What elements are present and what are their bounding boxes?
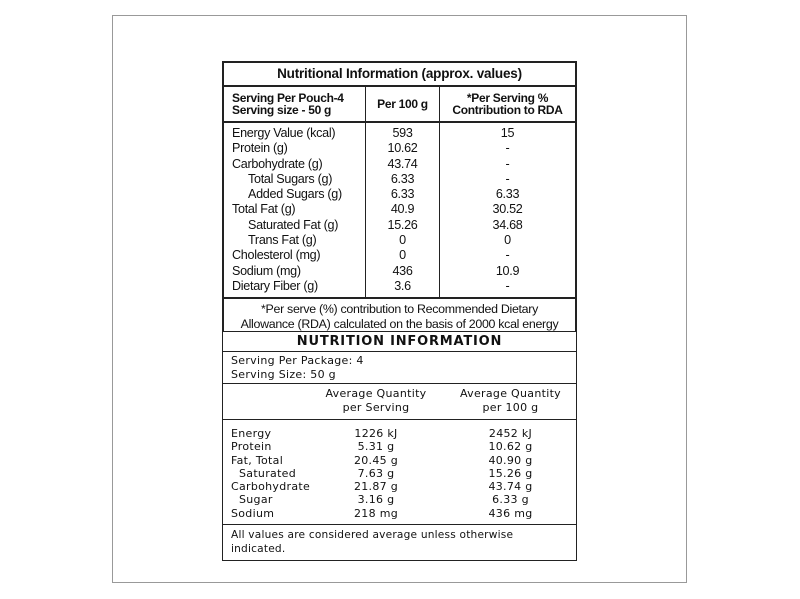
rda-value: 0 xyxy=(504,233,511,248)
per100-value: 10.62 g xyxy=(488,440,533,454)
nutrient-name: Sodium xyxy=(231,506,275,520)
rda-value: - xyxy=(505,248,510,263)
table-row xyxy=(223,507,576,520)
panel-column-headers xyxy=(223,384,576,420)
nutrient-name: Sugar xyxy=(239,493,273,507)
per100-value: 593 xyxy=(392,126,413,140)
serving-size: Serving size - 50 g xyxy=(232,103,332,117)
rda-column xyxy=(440,123,575,297)
servings-per-package: Serving Per Package: 4 xyxy=(231,354,364,367)
nutrient-name: Saturated xyxy=(239,466,297,480)
per100-header-line1: Average Quantity xyxy=(459,387,561,400)
rda-value: 6.33 xyxy=(495,187,520,202)
nutrient-name: Energy Value (kcal) xyxy=(232,126,336,140)
per100-value: 0 xyxy=(399,233,406,248)
nutrient-name: Saturated Fat (g) xyxy=(248,217,339,232)
panel-footnote: All values are considered average unless otherwise indicated. xyxy=(231,529,514,556)
nutrient-name: Dietary Fiber (g) xyxy=(232,278,318,293)
nutrient-name: Trans Fat (g) xyxy=(248,233,317,248)
label-title: Nutritional Information (approx. values) xyxy=(224,63,575,87)
rda-header-line1: *Per Serving % xyxy=(466,91,549,105)
per100-header-line2: per 100 g xyxy=(482,400,539,414)
servings-per-pouch: Serving Per Pouch-4 xyxy=(232,91,344,105)
per100-value: 10.62 xyxy=(387,141,418,156)
per100-column xyxy=(366,123,440,297)
rda-value: 15 xyxy=(500,126,515,140)
nutrient-name: Cholesterol (mg) xyxy=(232,248,321,263)
table-row xyxy=(223,454,576,467)
label-header-row xyxy=(224,87,575,123)
per-serving-header xyxy=(307,384,445,419)
nutrient-name: Fat, Total xyxy=(231,453,284,467)
per100-value: 6.33 xyxy=(390,171,415,186)
table-row xyxy=(223,440,576,453)
per100-value: 15.26 xyxy=(387,217,418,232)
per-serving-header-line2: per Serving xyxy=(342,400,410,414)
per100-value: 40.90 g xyxy=(488,453,533,467)
table-row xyxy=(223,467,576,480)
nutrient-name: Energy xyxy=(231,427,272,440)
panel-rows xyxy=(223,420,576,525)
rda-value: 34.68 xyxy=(492,217,523,232)
per-serving-value: 1226 kJ xyxy=(354,427,398,440)
nutrient-name: Total Sugars (g) xyxy=(248,171,333,186)
rda-footnote-line1: *Per serve (%) contribution to Recommended Dietary xyxy=(261,302,538,317)
nutrient-name: Added Sugars (g) xyxy=(248,187,342,202)
per-serving-value: 20.45 g xyxy=(353,453,399,467)
table-row xyxy=(223,493,576,506)
nutrient-name: Carbohydrate (g) xyxy=(232,156,323,171)
per100-value: 40.9 xyxy=(390,202,415,217)
per100-value: 43.74 xyxy=(387,156,418,171)
per100-value: 6.33 xyxy=(390,187,415,202)
nutrient-name: Carbohydrate xyxy=(231,480,311,494)
per-serving-value: 218 mg xyxy=(354,506,398,520)
per100-value: 436 mg xyxy=(488,506,533,520)
per-serving-value: 5.31 g xyxy=(357,440,395,454)
rda-footnote-line2: Allowance (RDA) calculated on the basis of 2000 kcal energy xyxy=(240,317,559,332)
nutritional-information-label xyxy=(222,61,577,336)
nutrient-name: Protein (g) xyxy=(232,141,288,156)
rda-header xyxy=(440,87,575,121)
table-row xyxy=(223,480,576,493)
per100-value: 15.26 g xyxy=(488,466,533,480)
per-serving-value: 3.16 g xyxy=(357,493,395,507)
serving-info xyxy=(223,352,576,384)
per100-header xyxy=(445,384,576,419)
rda-footnote xyxy=(224,299,575,334)
nutrition-information-panel xyxy=(222,331,577,561)
nutrient-name: Protein xyxy=(231,440,272,454)
per-serving-value: 7.63 g xyxy=(357,466,395,480)
rda-header-line2: Contribution to RDA xyxy=(452,103,563,117)
rda-value: 10.9 xyxy=(495,263,520,278)
serving-size: Serving Size: 50 g xyxy=(231,367,336,381)
per100-value: 0 xyxy=(399,248,406,263)
rda-value: - xyxy=(505,278,510,293)
per100-value: 2452 kJ xyxy=(488,427,533,440)
per100-value: 3.6 xyxy=(394,278,411,293)
per100-header: Per 100 g xyxy=(366,87,440,121)
rda-value: 30.52 xyxy=(492,202,523,217)
rda-value: - xyxy=(505,141,510,156)
nutrient-name: Total Fat (g) xyxy=(232,202,296,217)
per100-value: 436 xyxy=(392,263,413,278)
table-row xyxy=(223,427,576,440)
nutrient-names-column xyxy=(224,123,366,297)
per100-value: 43.74 g xyxy=(488,480,533,494)
per-serving-header-line1: Average Quantity xyxy=(325,387,427,400)
panel-title: NUTRITION INFORMATION xyxy=(223,332,576,352)
rda-value: - xyxy=(505,171,510,186)
nutrient-name: Sodium (mg) xyxy=(232,263,301,278)
per-serving-value: 21.87 g xyxy=(353,480,399,494)
serving-header xyxy=(224,87,366,121)
rda-value: - xyxy=(505,156,510,171)
label-body xyxy=(224,123,575,299)
per100-value: 6.33 g xyxy=(492,493,529,507)
